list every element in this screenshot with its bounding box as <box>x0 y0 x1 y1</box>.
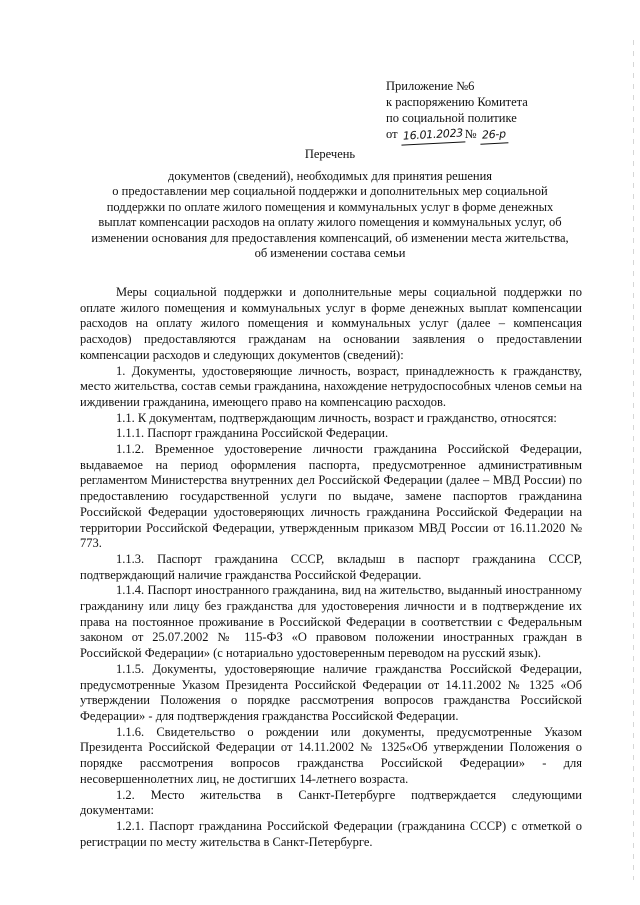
title-line: выплат компенсации расходов на оплату жилого помещения и коммунальных услуг, об <box>98 215 562 229</box>
body-paragraph: 1.1.3. Паспорт гражданина СССР, вкладыш в паспорт гражданина СССР, подтверждающий наличие гражданства Российской Федерации. <box>80 551 582 582</box>
title-line: документов (сведений), необходимых для принятия решения <box>167 168 493 183</box>
scan-edge-line <box>633 40 634 880</box>
body-paragraph: 1. Документы, удостоверяющие личность, возраст, принадлежность к гражданству, место жительства, состав семьи гражданина, нахождение нетрудоспособных членов семьи на иждивении гражданина, имеющего право на компенсацию расходов. <box>80 363 582 409</box>
appendix-line-2: к распоряжению Комитета <box>386 95 528 109</box>
title-line: об изменении состава семьи <box>254 246 406 260</box>
document-title <box>80 147 580 262</box>
handwritten-date: 16.01.2023 <box>400 125 465 145</box>
title-heading: Перечень <box>304 147 356 161</box>
body-paragraph: 1.2.1. Паспорт гражданина Российской Федерации (гражданина СССР) с отметкой о регистрации по месту жительства в Санкт-Петербурге. <box>80 818 582 849</box>
body-paragraph: 1.1.2. Временное удостоверение личности гражданина Российской Федерации, выдаваемое на период оформления паспорта, предусмотренное административным регламентом Министерства внутренних дел Российской Федерации (далее – МВД России) по предоставлению государственной услуги по выдаче, замене паспортов гражданина Российской Федерации удостоверяющих личность гражданина Российской Федерации на территории Российской Федерации, утвержденным приказом МВД России от 16.11.2020 № 773. <box>80 442 582 551</box>
body-paragraph: 1.2. Место жительства в Санкт-Петербурге подтверждается следующими документами: <box>80 787 582 818</box>
appendix-header <box>386 78 596 144</box>
appendix-line-3: по социальной политике <box>386 111 517 125</box>
title-line: изменении основания для предоставления компенсаций, об изменении места жительства, <box>91 230 569 245</box>
date-prefix: от <box>386 127 398 141</box>
appendix-line-1: Приложение №6 <box>386 79 475 93</box>
handwritten-number: 26-р <box>479 126 508 144</box>
body-paragraph: 1.1.6. Свидетельство о рождении или документы, предусмотренные Указом Президента Российской Федерации от 14.11.2002 № 1325«Об утверждении Положения о порядке рассмотрения вопросов гражданства Российской Федерации» - для несовершеннолетних лиц, не достигших 14-летнего возраста. <box>80 724 582 786</box>
appendix-date-line <box>386 126 596 144</box>
number-prefix: № <box>464 127 477 141</box>
body-paragraph: 1.1. К документам, подтверждающим личность, возраст и гражданство, относятся: <box>116 410 557 425</box>
title-line: о предоставлении мер социальной поддержки и дополнительных мер социальной <box>112 184 548 198</box>
body-paragraph: Меры социальной поддержки и дополнительные меры социальной поддержки по оплате жилого помещения и коммунальных услуг в форме денежных выплат компенсации расходов на оплату жилого помещения и коммунальных услуг (далее – компенсация расходов) предоставляются гражданам на основании заявления о предоставлении компенсации расходов и следующих документов (сведений): <box>80 285 582 362</box>
body-paragraph: 1.1.5. Документы, удостоверяющие наличие гражданства Российской Федерации, предусмотренные Указом Президента Российской Федерации от 14.11.2002 № 1325 «Об утверждении Положения о порядке рассмотрения вопросов гражданства Российской Федерации» - для подтверждения гражданства Российской Федерации. <box>80 661 582 723</box>
body-paragraph: 1.1.4. Паспорт иностранного гражданина, вид на жительство, выданный иностранному гражданину или лицу без гражданства для удостоверения личности и в подтверждение их права на постоянное проживание в Российской Федерации в соответствии с Федеральным законом от 25.07.2002 № 115-ФЗ «О правовом положении иностранных граждан в Российской Федерации» (с нотариально удостоверенным переводом на русский язык). <box>80 583 582 661</box>
document-body <box>80 285 582 850</box>
body-paragraph: 1.1.1. Паспорт гражданина Российской Федерации. <box>116 426 389 441</box>
title-line: поддержки по оплате жилого помещения и коммунальных услуг в форме денежных <box>106 199 554 214</box>
